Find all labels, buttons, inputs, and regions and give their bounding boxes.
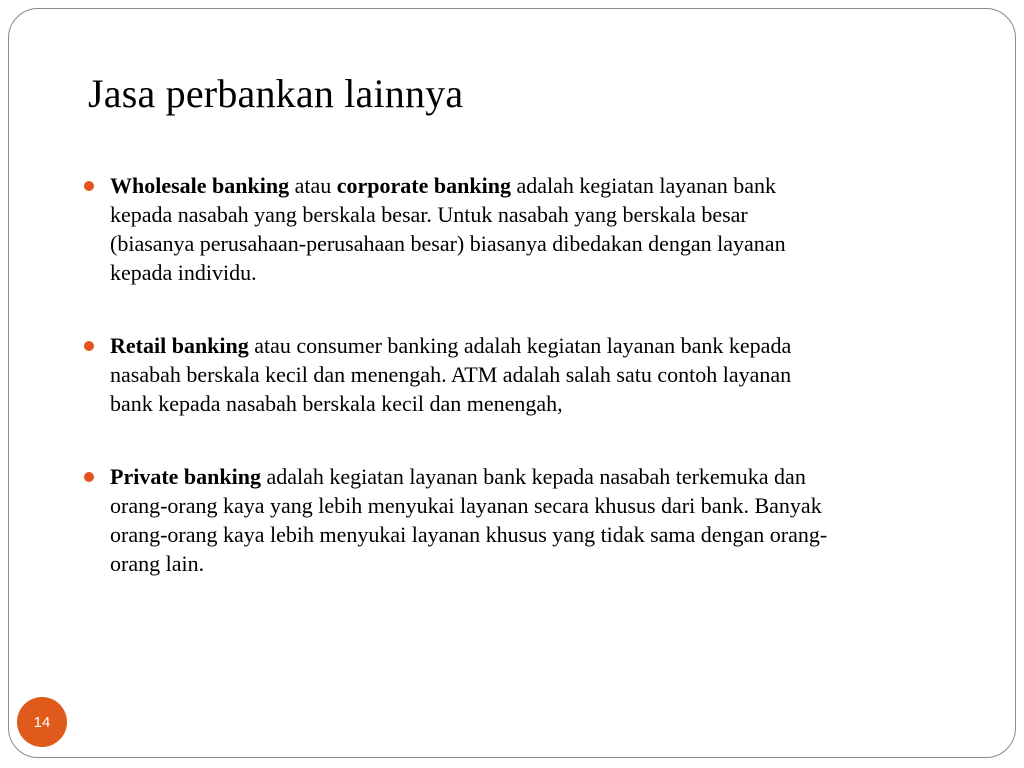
bullet-list <box>110 171 830 578</box>
bullet-dot-icon <box>84 472 94 482</box>
page-number-badge: 14 <box>17 697 67 747</box>
bullet-dot-icon <box>84 341 94 351</box>
bullet-item-private-banking <box>110 462 830 578</box>
bullet-term: Wholesale banking <box>110 173 290 198</box>
slide-title: Jasa perbankan lainnya <box>88 71 464 116</box>
bullet-connector: atau <box>289 173 337 198</box>
bullet-text: atau consumer banking adalah kegiatan layanan bank kepada nasabah berskala kecil dan menengah. ATM adalah salah satu contoh layanan bank kepada nasabah berskala kecil dan menengah, <box>110 333 792 416</box>
bullet-dot-icon <box>84 181 94 191</box>
bullet-text: adalah kegiatan layanan bank kepada nasabah terkemuka dan orang-orang kaya yang lebih menyukai layanan secara khusus dari bank. Banyak orang-orang kaya lebih menyukai layanan khusus yang tidak sama dengan orang-orang lain. <box>110 464 828 576</box>
bullet-item-retail-banking <box>110 331 830 418</box>
bullet-term: Retail banking <box>110 333 249 358</box>
bullet-term: corporate banking <box>336 173 511 198</box>
bullet-term: Private banking <box>110 464 261 489</box>
bullet-text: adalah kegiatan layanan bank kepada nasabah yang berskala besar. Untuk nasabah yang berskala besar (biasanya perusahaan-perusahaan besar) biasanya dibedakan dengan layanan kepada individu. <box>110 173 786 285</box>
bullet-item-wholesale-banking <box>110 171 830 287</box>
